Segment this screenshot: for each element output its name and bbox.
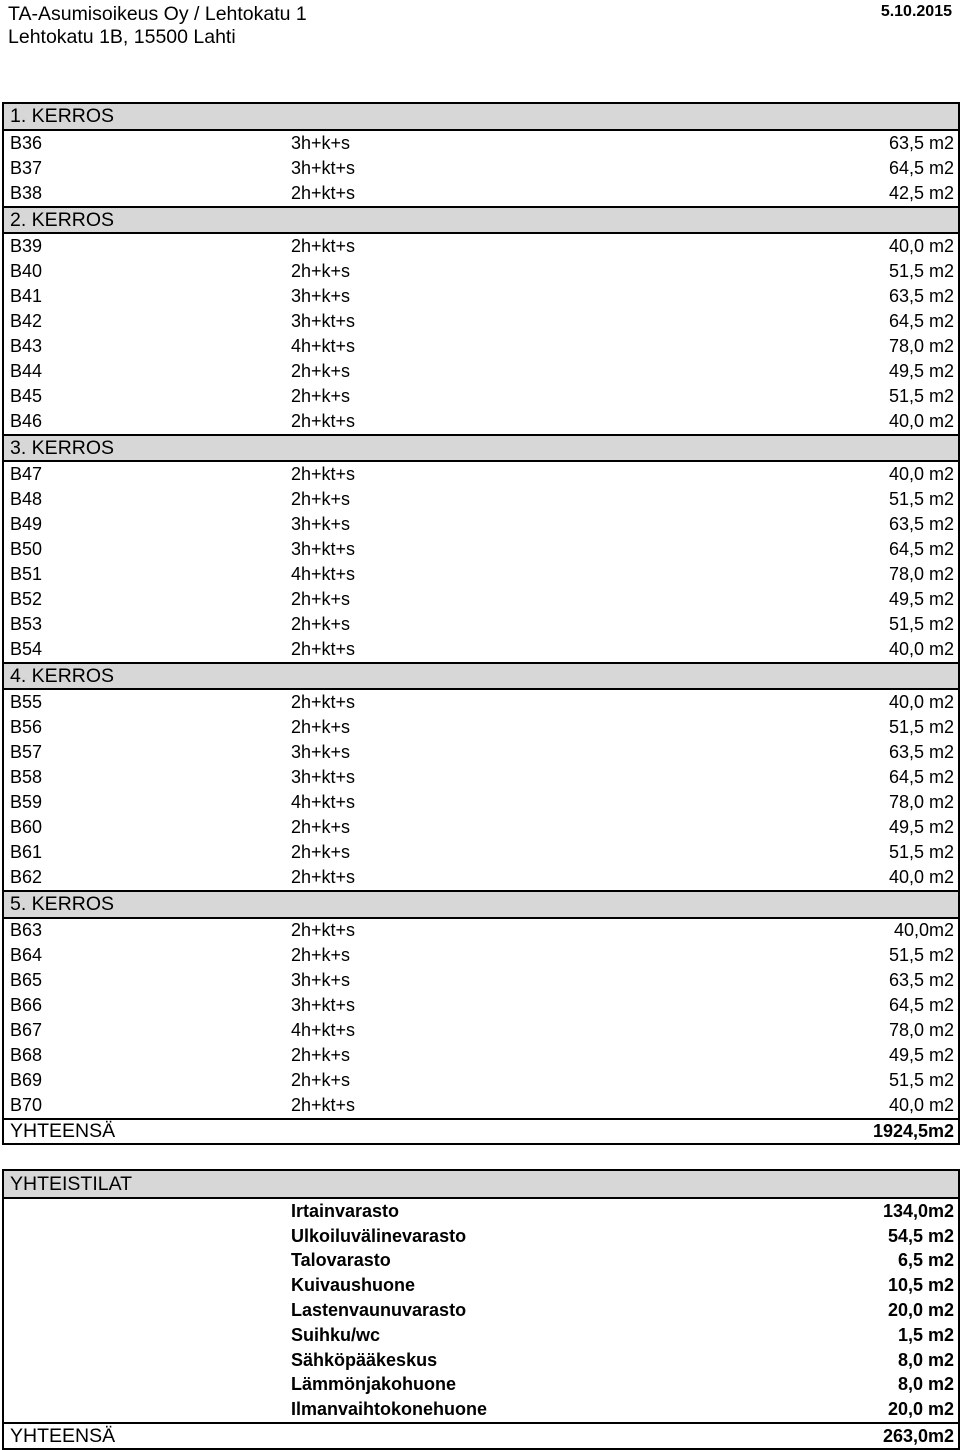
apartment-area: 40,0 m2	[888, 1094, 955, 1115]
apartment-type: 2h+k+s	[291, 588, 351, 609]
apartment-row	[3, 968, 959, 993]
floor-label: 3. KERROS	[3, 435, 959, 462]
apartment-row	[3, 993, 959, 1018]
apartment-area: 51,5 m2	[888, 1069, 955, 1090]
apartment-id: B39	[10, 236, 43, 257]
apartment-row	[3, 943, 959, 968]
common-space-row	[3, 1348, 959, 1373]
apartment-area: 40,0 m2	[888, 236, 955, 257]
common-space-row	[3, 1198, 959, 1224]
apartment-id: B49	[10, 514, 43, 535]
apartment-type: 3h+k+s	[291, 132, 351, 153]
apartment-row	[3, 512, 959, 537]
apartment-type: 3h+k+s	[291, 286, 351, 307]
apartment-id: B69	[10, 1069, 43, 1090]
common-space-area: 134,0m2	[882, 1200, 955, 1221]
common-space-area: 20,0 m2	[887, 1399, 955, 1420]
apartment-type: 2h+k+s	[291, 1044, 351, 1065]
apartment-type: 2h+kt+s	[291, 866, 356, 887]
apartment-table-body	[3, 103, 959, 1119]
floor-label: 2. KERROS	[3, 207, 959, 234]
floor-label: 5. KERROS	[3, 891, 959, 918]
apartment-id: B50	[10, 539, 43, 560]
apartment-id: B51	[10, 563, 43, 584]
apartment-id: B67	[10, 1020, 43, 1040]
apartment-type: 3h+kt+s	[291, 767, 356, 788]
apartment-area: 64,5 m2	[888, 995, 955, 1016]
apartment-id: B62	[10, 866, 43, 887]
apartment-row	[3, 790, 959, 815]
apartment-type: 3h+k+s	[291, 514, 351, 535]
common-space-empty	[3, 1348, 285, 1373]
apartment-row	[3, 865, 959, 891]
apartment-id: B40	[10, 261, 43, 282]
apartment-row	[3, 156, 959, 181]
apartment-type: 2h+kt+s	[291, 236, 356, 257]
apartment-area: 64,5 m2	[888, 157, 955, 178]
apartment-row	[3, 1068, 959, 1093]
floor-header-row	[3, 103, 959, 130]
common-space-row	[3, 1249, 959, 1274]
apartment-id: B61	[10, 841, 43, 862]
apartment-area: 49,5 m2	[888, 1044, 955, 1065]
common-space-empty	[3, 1323, 285, 1348]
apartment-type: 2h+kt+s	[291, 638, 356, 659]
apartment-area: 63,5 m2	[888, 742, 955, 763]
apartment-area: 78,0 m2	[888, 1020, 955, 1040]
apartment-id: B55	[10, 692, 43, 713]
apartment-row	[3, 1043, 959, 1068]
apartment-area: 42,5 m2	[888, 182, 955, 203]
apartment-type: 2h+k+s	[291, 841, 351, 862]
common-spaces-body	[3, 1198, 959, 1423]
document-date: 5.10.2015	[880, 3, 952, 20]
apartment-id: B65	[10, 970, 43, 991]
common-spaces-total-label: YHTEENSÄ	[3, 1423, 285, 1449]
apartment-type: 2h+kt+s	[291, 1094, 356, 1115]
common-space-empty	[3, 1298, 285, 1323]
common-space-area: 54,5 m2	[887, 1225, 955, 1246]
apartment-area: 40,0m2	[893, 920, 955, 941]
apartment-area: 51,5 m2	[888, 613, 955, 634]
apartment-id: B66	[10, 995, 43, 1016]
apartment-type: 4h+kt+s	[291, 563, 356, 584]
document-address: Lehtokatu 1B, 15500 Lahti	[8, 26, 236, 48]
apartment-area: 78,0 m2	[888, 791, 955, 812]
apartment-row	[3, 409, 959, 435]
apartment-row	[3, 461, 959, 487]
apartment-area: 78,0 m2	[888, 335, 955, 356]
floor-header-row	[3, 663, 959, 690]
common-space-row	[3, 1273, 959, 1298]
common-space-name: Ulkoiluvälinevarasto	[291, 1225, 467, 1246]
apartment-type: 2h+k+s	[291, 360, 351, 381]
apartment-area: 64,5 m2	[888, 767, 955, 788]
common-space-name: Lämmönjakohuone	[291, 1374, 457, 1395]
common-space-name: Irtainvarasto	[291, 1200, 400, 1221]
floor-header-row	[3, 435, 959, 462]
apartment-type: 2h+k+s	[291, 261, 351, 282]
apartment-area: 51,5 m2	[888, 841, 955, 862]
common-space-row	[3, 1323, 959, 1348]
apartment-row	[3, 840, 959, 865]
apartments-total-area: 1924,5m2	[687, 1119, 959, 1145]
apartment-row	[3, 284, 959, 309]
apartment-row	[3, 715, 959, 740]
apartment-id: B60	[10, 816, 43, 837]
apartment-area: 63,5 m2	[888, 286, 955, 307]
common-space-empty	[3, 1249, 285, 1274]
common-space-name: Suihku/wc	[291, 1324, 381, 1345]
apartment-type: 3h+kt+s	[291, 157, 356, 178]
common-space-row	[3, 1224, 959, 1249]
apartment-type: 2h+kt+s	[291, 182, 356, 203]
apartment-id: B43	[10, 335, 43, 356]
apartment-id: B58	[10, 767, 43, 788]
common-spaces-total-row	[3, 1423, 959, 1449]
apartment-area: 40,0 m2	[888, 692, 955, 713]
apartment-type: 2h+k+s	[291, 613, 351, 634]
apartment-type: 4h+kt+s	[291, 1020, 356, 1040]
apartment-type: 2h+kt+s	[291, 464, 356, 485]
apartment-id: B68	[10, 1044, 43, 1065]
apartment-area: 51,5 m2	[888, 945, 955, 966]
apartment-id: B56	[10, 717, 43, 738]
apartment-row	[3, 918, 959, 944]
apartment-type: 3h+kt+s	[291, 539, 356, 560]
apartment-type: 3h+kt+s	[291, 311, 356, 332]
apartment-id: B48	[10, 489, 43, 510]
common-space-empty	[3, 1397, 285, 1423]
floor-label: 4. KERROS	[3, 663, 959, 690]
common-spaces-total-area: 263,0m2	[687, 1423, 959, 1449]
apartment-row	[3, 587, 959, 612]
apartment-id: B64	[10, 945, 43, 966]
apartment-row	[3, 1093, 959, 1119]
apartment-row	[3, 1018, 959, 1043]
apartment-id: B45	[10, 385, 43, 406]
apartments-total-label: YHTEENSÄ	[3, 1119, 287, 1145]
apartment-type: 2h+k+s	[291, 816, 351, 837]
apartment-area: 49,5 m2	[888, 360, 955, 381]
apartment-row	[3, 740, 959, 765]
apartment-row	[3, 259, 959, 284]
common-space-empty	[3, 1273, 285, 1298]
apartment-type: 2h+k+s	[291, 1069, 351, 1090]
floor-header-row	[3, 891, 959, 918]
apartment-id: B52	[10, 588, 43, 609]
apartment-row	[3, 815, 959, 840]
apartment-area: 49,5 m2	[888, 588, 955, 609]
apartment-area: 63,5 m2	[888, 514, 955, 535]
apartment-id: B46	[10, 410, 43, 431]
common-space-empty	[3, 1373, 285, 1398]
apartment-area: 49,5 m2	[888, 816, 955, 837]
apartment-row	[3, 637, 959, 663]
apartment-area: 51,5 m2	[888, 489, 955, 510]
apartment-id: B54	[10, 638, 43, 659]
common-space-row	[3, 1298, 959, 1323]
apartment-type: 2h+k+s	[291, 385, 351, 406]
common-space-area: 10,5 m2	[887, 1275, 955, 1296]
apartment-row	[3, 612, 959, 637]
common-space-empty	[3, 1198, 285, 1224]
common-space-name: Ilmanvaihtokonehuone	[291, 1399, 488, 1420]
apartment-id: B53	[10, 613, 43, 634]
apartments-total-row	[3, 1119, 959, 1145]
apartment-id: B36	[10, 132, 43, 153]
apartment-area: 51,5 m2	[888, 385, 955, 406]
apartment-area: 63,5 m2	[888, 970, 955, 991]
apartment-row	[3, 233, 959, 259]
common-spaces-table	[2, 1169, 960, 1450]
apartment-row	[3, 689, 959, 715]
apartment-area: 40,0 m2	[888, 410, 955, 431]
apartment-id: B44	[10, 360, 43, 381]
apartment-id: B41	[10, 286, 43, 307]
document-title: TA-Asumisoikeus Oy / Lehtokatu 1	[8, 3, 307, 25]
apartment-area: 78,0 m2	[888, 563, 955, 584]
apartment-id: B70	[10, 1094, 43, 1115]
apartment-row	[3, 562, 959, 587]
apartment-type: 2h+k+s	[291, 489, 351, 510]
apartment-type: 2h+kt+s	[291, 410, 356, 431]
common-space-row	[3, 1373, 959, 1398]
apartment-type: 3h+k+s	[291, 970, 351, 991]
apartment-row	[3, 181, 959, 207]
apartment-area: 64,5 m2	[888, 539, 955, 560]
common-space-name: Kuivaushuone	[291, 1275, 416, 1296]
apartment-type: 2h+k+s	[291, 945, 351, 966]
apartment-table	[2, 102, 960, 1145]
common-space-area: 8,0 m2	[897, 1349, 955, 1370]
apartment-id: B38	[10, 182, 43, 203]
common-space-name: Talovarasto	[291, 1250, 391, 1271]
common-space-row	[3, 1397, 959, 1423]
apartment-area: 40,0 m2	[888, 464, 955, 485]
apartment-id: B57	[10, 742, 43, 763]
apartment-row	[3, 537, 959, 562]
apartment-area: 64,5 m2	[888, 311, 955, 332]
apartment-area: 63,5 m2	[888, 132, 955, 153]
apartment-type: 2h+kt+s	[291, 920, 356, 941]
floor-label: 1. KERROS	[3, 103, 959, 130]
apartment-id: B42	[10, 311, 43, 332]
apartment-row	[3, 765, 959, 790]
apartment-type: 2h+k+s	[291, 717, 351, 738]
common-space-area: 1,5 m2	[897, 1324, 955, 1345]
apartment-row	[3, 384, 959, 409]
apartment-type: 4h+kt+s	[291, 335, 356, 356]
apartment-row	[3, 334, 959, 359]
apartment-row	[3, 309, 959, 334]
apartment-id: B59	[10, 791, 43, 812]
common-space-area: 6,5 m2	[897, 1250, 955, 1271]
apartment-area: 40,0 m2	[888, 638, 955, 659]
common-space-name: Lastenvaunuvarasto	[291, 1300, 467, 1321]
apartment-id: B47	[10, 464, 43, 485]
apartment-area: 51,5 m2	[888, 717, 955, 738]
apartment-type: 3h+k+s	[291, 742, 351, 763]
common-spaces-title-row	[3, 1170, 959, 1198]
apartment-row	[3, 130, 959, 156]
apartment-area: 40,0 m2	[888, 866, 955, 887]
floor-header-row	[3, 207, 959, 234]
common-space-empty	[3, 1224, 285, 1249]
apartment-row	[3, 359, 959, 384]
apartment-row	[3, 487, 959, 512]
apartment-id: B37	[10, 157, 43, 178]
apartment-type: 2h+kt+s	[291, 692, 356, 713]
common-space-area: 20,0 m2	[887, 1300, 955, 1321]
apartment-type: 4h+kt+s	[291, 791, 356, 812]
common-space-name: Sähköpääkeskus	[291, 1349, 438, 1370]
apartment-area: 51,5 m2	[888, 261, 955, 282]
common-spaces-title: YHTEISTILAT	[3, 1170, 959, 1198]
apartment-id: B63	[10, 920, 43, 941]
common-space-area: 8,0 m2	[897, 1374, 955, 1395]
apartment-type: 3h+kt+s	[291, 995, 356, 1016]
